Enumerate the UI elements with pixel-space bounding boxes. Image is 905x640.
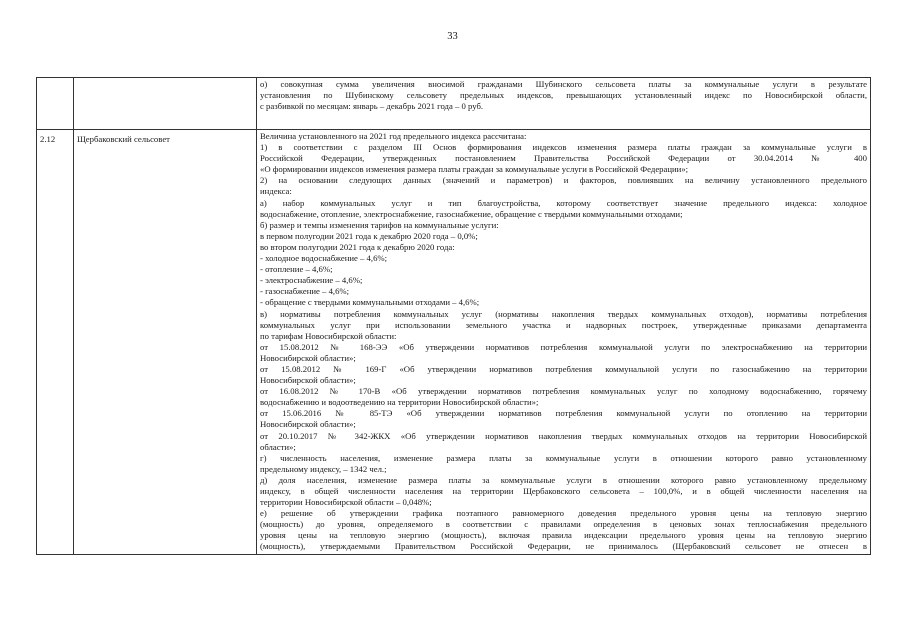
text-line: Новосибирской области»; <box>260 375 356 386</box>
text-line: (мощность) до уровня, определяемого в соответствии с правилами определения в ценовых зонах теплоснабжения предельного <box>260 519 867 530</box>
text-line: Российской Федерации, утвержденных постановлением Правительства Российской Федерации от 30.04.2014 № 400 <box>260 153 867 164</box>
text-line: 2) на основании следующих данных (значений и параметров) и факторов, повлиявших на величину установленного предельного <box>260 175 867 186</box>
text-line: во втором полугодии 2021 года к декабрю 2020 года: <box>260 241 455 252</box>
text-line: коммунальных услуг при использовании земельного участка и надворных построек, утвержденные приказами департамента <box>260 319 867 330</box>
text-line: от 16.08.2012 № 170-В «Об утверждении нормативов потребления коммунальных услуг по холодному водоснабжению, горячему <box>260 386 867 397</box>
text-line: области»; <box>260 441 296 452</box>
text-line: б) размер и темпы изменения тарифов на коммунальные услуги: <box>260 219 499 230</box>
text-line: предельному индексу, – 1342 чел.; <box>260 463 387 474</box>
text-line: Новосибирской области»; <box>260 352 356 363</box>
text-line: с разбивкой по месяцам: январь – декабрь 2021 года – 0 руб. <box>260 101 484 112</box>
municipality-name-cell <box>74 78 257 130</box>
text-line: в первом полугодии 2021 года к декабрю 2020 года – 0,0%; <box>260 230 478 241</box>
description-cell <box>257 78 871 130</box>
text-line: а) набор коммунальных услуг и тип благоустройства, которому соответствует значение предельного индекса: холодное <box>260 197 867 208</box>
text-line: водоснабжение, отопление, электроснабжение, газоснабжение, обращение с твердыми коммунальными отходами; <box>260 208 683 219</box>
text-line: водоснабжению и водоотведению на территории Новосибирской области»; <box>260 397 539 408</box>
text-line: установления по Шубинскому сельсовету предельных индексов, превышающих установленный индекс по Новосибирской области, <box>260 90 867 101</box>
text-line: Величина установленного на 2021 год предельного индекса рассчитана: <box>260 131 527 141</box>
text-line: от 15.08.2012 № 168-ЭЭ «Об утверждении нормативов потребления коммунальной услуги по электроснабжению на территории <box>260 341 867 352</box>
municipality-name-cell: Щербаковский сельсовет <box>74 130 257 555</box>
text-line: (мощность), утверждаемыми Правительством Российской Федерации, не принималось (Щербаковский сельсовет не отнесен в <box>260 541 867 552</box>
document-table <box>36 77 871 555</box>
text-line: 1) в соответствии с разделом III Основ формирования индексов изменения размера платы граждан за коммунальные услуги в <box>260 142 867 153</box>
text-line: от 15.08.2012 № 169-Г «Об утверждении нормативов потребления коммунальной услуги по газоснабжению на территории <box>260 363 867 374</box>
text-line: г) численность населения, изменение размера платы за коммунальные услуги в отношении которого равно установленному <box>260 452 867 463</box>
row-number-cell: 2.12 <box>37 130 74 555</box>
text-line: е) решение об утверждении графика поэтапного равномерного доведения предельного уровня цены на тепловую энергию <box>260 508 867 519</box>
page-number: 33 <box>447 31 458 42</box>
text-line: - отопление – 4,6%; <box>260 264 333 275</box>
table-row <box>37 130 871 555</box>
text-line: территории Новосибирской области – 0,048%; <box>260 497 432 508</box>
text-line: Новосибирской области»; <box>260 419 356 430</box>
text-line: - холодное водоснабжение – 4,6%; <box>260 253 388 264</box>
text-line: «О формировании индексов изменения размера платы граждан за коммунальные услуги в Российской Федерации»; <box>260 164 689 175</box>
text-line: по тарифам Новосибирской области: <box>260 330 397 341</box>
text-line: уровня цены на тепловую энергию (мощность), включая правила индексации предельного уровня цены на тепловую энергию <box>260 530 867 541</box>
text-line: д) доля населения, изменение размера платы за коммунальные услуги в отношении которого равно установленному предельному <box>260 474 867 485</box>
description-cell <box>257 130 871 555</box>
text-line: индекса: <box>260 186 292 197</box>
text-line: - обращение с твердыми коммунальными отходами – 4,6%; <box>260 297 480 308</box>
text-line: - электроснабжение – 4,6%; <box>260 275 363 286</box>
text-line: о) совокупная сумма увеличения вносимой гражданами Шубинского сельсовета платы за коммунальные услуги в результате <box>260 79 867 89</box>
text-line: от 15.06.2016 № 85-ТЭ «Об утверждении нормативов потребления коммунальной услуги по отоплению на территории <box>260 408 867 419</box>
text-line: в) нормативы потребления коммунальных услуг (нормативы накопления твердых коммунальных отходов), нормативы потребления <box>260 308 867 319</box>
text-line: - газоснабжение – 4,6%; <box>260 286 350 297</box>
text-line: от 20.10.2017 № 342-ЖКХ «Об утверждении нормативов накопления твердых коммунальных отходов на территории Новосибирской <box>260 430 867 441</box>
row-number-cell <box>37 78 74 130</box>
text-line: индексу, в общей численности населения на территории Щербаковского сельсовета – 100,0%, и в общей численности населения на <box>260 486 867 496</box>
table-row <box>37 78 871 130</box>
